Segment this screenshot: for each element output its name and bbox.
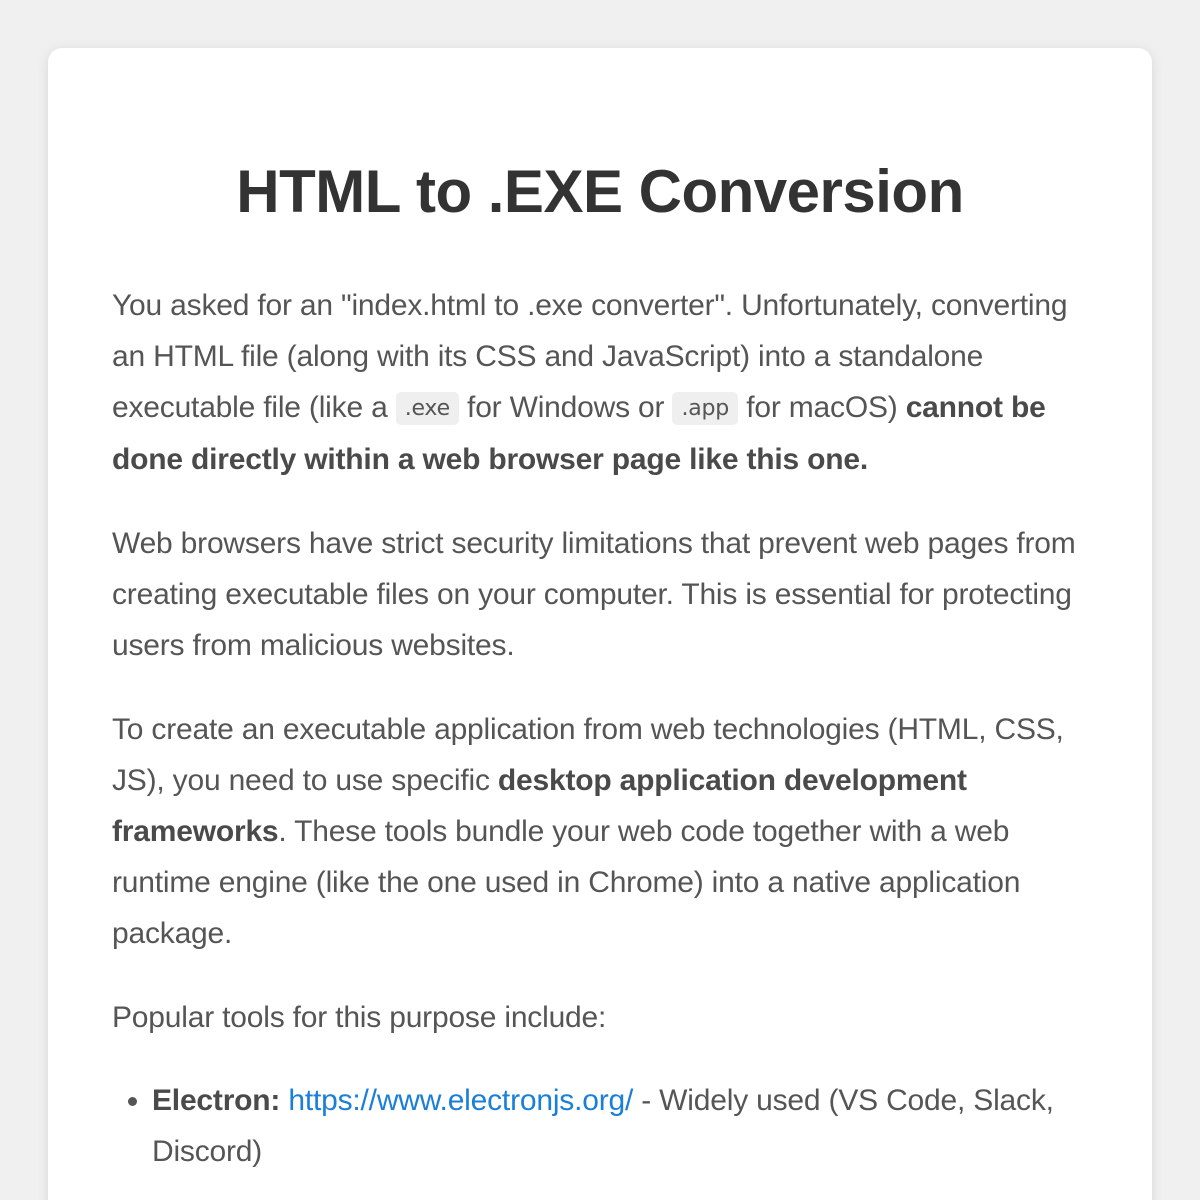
- tools-intro: Popular tools for this purpose include:: [112, 1001, 607, 1034]
- tools-list: [112, 1075, 1088, 1177]
- app-code: .app: [672, 392, 738, 425]
- exe-code: .exe: [396, 392, 459, 425]
- intro-paragraph: [112, 280, 1088, 485]
- frameworks-paragraph: [112, 704, 1088, 959]
- frameworks-bold: desktop application development frameworks: [112, 764, 967, 848]
- frameworks-text-2: . These tools bundle your web code together with a web runtime engine (like the one used in Chrome) into a native application package.: [112, 815, 1021, 950]
- intro-bold: cannot be done directly within a web browser page like this one.: [112, 391, 1046, 476]
- intro-text-1: You asked for an "index.html to .exe converter". Unfortunately, converting an HTML file (along with its CSS and JavaScript) into a standalone executable file (like a: [112, 289, 1068, 424]
- tool-name: Electron:: [152, 1084, 281, 1117]
- frameworks-text-1: To create an executable application from web technologies (HTML, CSS, JS), you need to use specific: [112, 713, 1064, 797]
- intro-text-3: for macOS): [738, 391, 906, 424]
- security-paragraph: Web browsers have strict security limitations that prevent web pages from creating executable files on your computer. This is essential for protecting users from malicious websites.: [112, 527, 1076, 662]
- electron-link[interactable]: https://www.electronjs.org/: [288, 1084, 634, 1117]
- intro-text-2: for Windows or: [458, 391, 673, 424]
- list-item: [152, 1075, 1088, 1177]
- tool-description: - Widely used (VS Code, Slack, Discord): [152, 1084, 1054, 1168]
- page-title: HTML to .EXE Conversion: [236, 158, 964, 225]
- content-card: [48, 48, 1152, 1200]
